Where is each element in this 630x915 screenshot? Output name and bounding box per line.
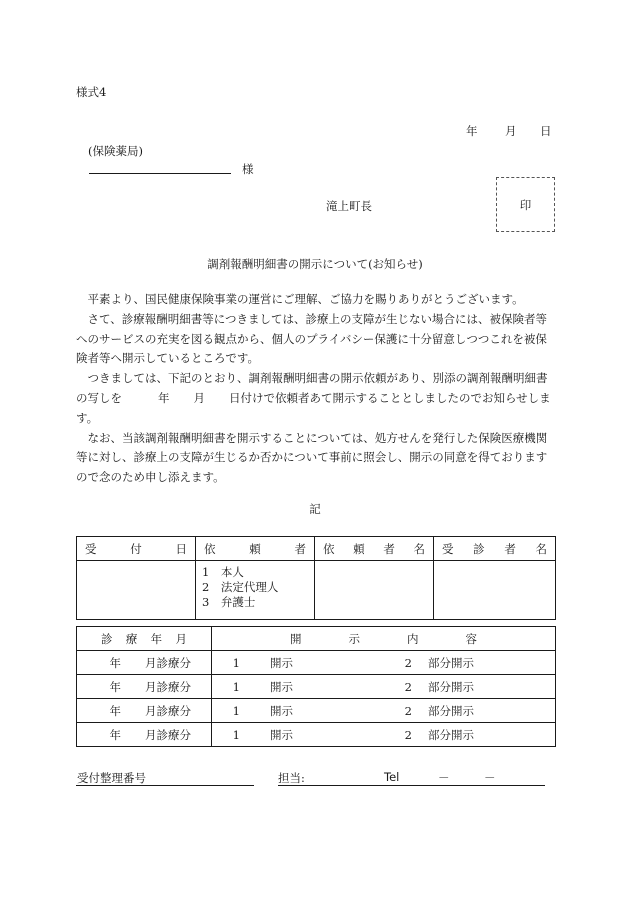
disclosure-row: [77, 699, 556, 723]
option-disclose-number[interactable]: 1: [232, 679, 240, 694]
date-day-label: 日: [540, 124, 552, 138]
contact-underline[interactable]: [278, 785, 545, 786]
treatment-month-cell[interactable]: [77, 651, 212, 675]
header-char: 示: [281, 655, 293, 670]
header-char: 診: [473, 541, 485, 556]
requester-options-cell: [196, 561, 315, 620]
header-char: 開: [270, 679, 282, 694]
paragraph-4: なお、当該調剤報酬明細書を開示することについては、処方せんを発行した保険医療機関等に対し、診療上の支障が生じるか否かについて事前に照会し、開示の同意を得ておりますので念のため申し添えます。: [76, 430, 548, 485]
header-char: 日: [175, 541, 187, 556]
date-month-label: 月: [505, 124, 517, 138]
header-requester-name: [315, 537, 434, 561]
recipient-underline: [89, 173, 231, 174]
paragraph-3: [76, 369, 554, 428]
header-char: 年: [150, 631, 163, 646]
header-char: 者: [504, 541, 516, 556]
receipt-number-underline[interactable]: [76, 785, 254, 786]
paragraph-2: さて、診療報酬明細書等につきましては、診療上の支障が生じない場合には、被保険者等へのサービスの充実を図る観点から、個人のプライバシー保護に十分留意しつつこれを被保険者等へ開示しているところです。: [76, 311, 548, 366]
header-char: 名: [413, 541, 425, 556]
header-char: 容: [465, 631, 477, 646]
seal-box: [496, 177, 555, 232]
header-char: 付: [130, 541, 142, 556]
tel-dash-2: －: [484, 771, 496, 785]
header-char: 受: [442, 541, 454, 556]
disclosure-row: [77, 723, 556, 747]
document-title: 調剤報酬明細書の開示について(お知らせ): [207, 257, 423, 271]
option-partial-number[interactable]: 2: [404, 655, 412, 670]
header-receipt-date: [77, 537, 196, 561]
header-char: 示: [281, 727, 293, 742]
treatment-month-cell[interactable]: [77, 723, 212, 747]
header-requester-name-text: [315, 541, 433, 557]
header-char: 月: [175, 631, 187, 646]
row-year-label: 年: [109, 655, 121, 670]
header-char: 者: [294, 541, 306, 556]
seal-label: 印: [519, 197, 532, 212]
paragraph-3-year: 年: [158, 390, 170, 405]
request-table: [76, 536, 556, 620]
recipient-name: (保険薬局): [88, 144, 143, 158]
row-month-label: 月診療分: [145, 655, 191, 670]
header-requester-text: [196, 541, 314, 557]
header-char: 受: [85, 541, 97, 556]
disclosure-options-cell: [212, 675, 556, 699]
header-char: 診: [101, 631, 113, 646]
recipient-suffix: 様: [242, 162, 254, 176]
option-partial-label[interactable]: 部分開示: [428, 655, 474, 670]
option-partial-number[interactable]: 2: [404, 679, 412, 694]
header-patient-name-text: [434, 541, 555, 557]
disclosure-options-cell: [212, 723, 556, 747]
paragraph-3-text-b: 日付けで依頼者あて開示することとしましたのでお知らせします。: [76, 390, 551, 425]
option-partial-label[interactable]: 部分開示: [428, 679, 474, 694]
header-char: 開: [270, 703, 282, 718]
row-year-label: 年: [109, 727, 121, 742]
option-disclose-label[interactable]: [270, 703, 318, 719]
sender-name: 滝上町長: [326, 199, 372, 213]
treatment-month-cell[interactable]: [77, 699, 212, 723]
patient-name-cell[interactable]: [434, 561, 556, 620]
header-char: 頼: [353, 541, 365, 556]
header-char: 依: [323, 541, 335, 556]
header-char: 示: [281, 703, 293, 718]
option-disclose-label[interactable]: [270, 655, 318, 671]
ki-heading: 記: [309, 502, 321, 516]
receipt-number-label: 受付整理番号: [77, 771, 146, 785]
header-char: 内: [407, 631, 419, 646]
disclosure-table: [76, 626, 556, 747]
row-month-label: 月診療分: [145, 679, 191, 694]
row-month-label: 月診療分: [145, 727, 191, 742]
option-partial-number[interactable]: 2: [404, 703, 412, 718]
header-patient-name: [434, 537, 556, 561]
disclosure-row: [77, 651, 556, 675]
tel-dash-1: －: [438, 771, 450, 785]
paragraph-1: 平素より、国民健康保険事業の運営にご理解、ご協力を賜りありがとうございます。: [87, 292, 524, 306]
paragraph-3-month: 月: [193, 390, 205, 405]
option-partial-label[interactable]: 部分開示: [428, 703, 474, 718]
header-char: 依: [204, 541, 216, 556]
disclosure-options-cell: [212, 651, 556, 675]
header-char: 示: [348, 631, 360, 646]
header-char: 開: [270, 655, 282, 670]
contact-label: 担当:: [278, 771, 305, 785]
paragraph-3-text-a: つきましては、下記のとおり、調剤報酬明細書の開示依頼があり、別添の調剤報酬明細書の写しを: [76, 371, 548, 405]
disclosure-options-cell: [212, 699, 556, 723]
header-disclosure-content: [212, 627, 556, 651]
row-year-label: 年: [109, 703, 121, 718]
header-treatment-month-text: [77, 631, 211, 647]
requester-option-lawyer[interactable]: 3 弁護士: [202, 595, 256, 609]
disclosure-row: [77, 675, 556, 699]
row-year-label: 年: [109, 679, 121, 694]
header-char: 名: [535, 541, 547, 556]
option-disclose-number[interactable]: 1: [232, 727, 240, 742]
treatment-month-cell[interactable]: [77, 675, 212, 699]
requester-name-cell[interactable]: [315, 561, 434, 620]
date-year-label: 年: [466, 124, 478, 138]
header-char: 示: [281, 679, 293, 694]
row-month-label: 月診療分: [145, 703, 191, 718]
header-requester: [196, 537, 315, 561]
header-char: 療: [125, 631, 138, 646]
requester-option-self[interactable]: 1 本人: [202, 565, 244, 579]
option-disclose-label[interactable]: [270, 679, 318, 695]
header-char: 開: [270, 727, 282, 742]
option-partial-number[interactable]: 2: [404, 727, 412, 742]
requester-option-legal-rep[interactable]: 2 法定代理人: [202, 580, 279, 594]
receipt-date-cell[interactable]: [77, 561, 196, 620]
header-char: 者: [383, 541, 395, 556]
option-disclose-number[interactable]: 1: [232, 655, 240, 670]
option-disclose-label[interactable]: [270, 727, 318, 743]
form-label: 様式4: [76, 85, 107, 99]
header-disclosure-content-text: [212, 631, 555, 647]
header-treatment-month: [77, 627, 212, 651]
option-disclose-number[interactable]: 1: [232, 703, 240, 718]
notice-body: [76, 290, 554, 488]
header-char: 頼: [249, 541, 261, 556]
header-receipt-date-text: [77, 541, 195, 557]
option-partial-label[interactable]: 部分開示: [428, 727, 474, 742]
tel-label: Tel: [384, 770, 400, 784]
header-char: 開: [290, 631, 302, 646]
